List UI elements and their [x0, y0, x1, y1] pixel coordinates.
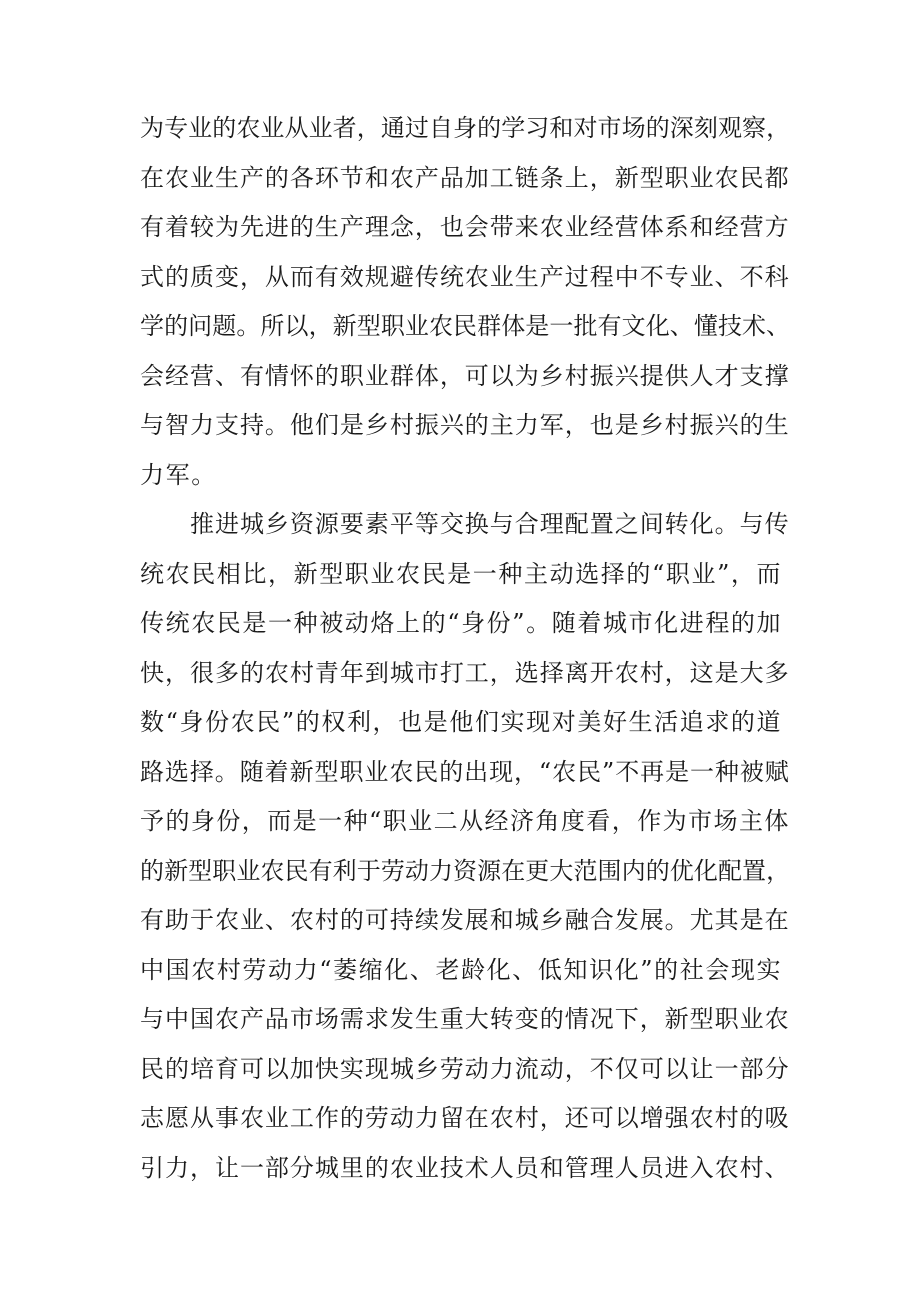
text-line: 有助于农业、农村的可持续发展和城乡融合发展。尤其是在	[140, 906, 790, 934]
text-line: 快，很多的农村青年到城市打工，选择离开农村，这是大多	[140, 658, 790, 687]
text-line: 力军。	[140, 460, 217, 489]
text-line: 统农民相比，新型职业农民是一种主动选择的“职业”，而	[140, 559, 783, 588]
document-body	[140, 104, 790, 1193]
text-line: 有着较为先进的生产理念，也会带来农业经营体系和经营方	[140, 213, 790, 241]
text-line: 与中国农产品市场需求发生重大转变的情况下，新型职业农	[140, 1005, 790, 1033]
text-line: 学的问题。所以，新型职业农民群体是一批有文化、懂技术、	[140, 312, 791, 340]
text-line: 会经营、有情怀的职业群体，可以为乡村振兴提供人才支撑	[140, 361, 790, 390]
text-line: 在农业生产的各环节和农产品加工链条上，新型职业农民都	[140, 163, 790, 192]
text-line: 予的身份，而是一种“职业二从经济角度看，作为市场主体	[140, 807, 790, 835]
text-line: 与智力支持。他们是乡村振兴的主力军，也是乡村振兴的生	[140, 411, 790, 439]
text-line: 民的培育可以加快实现城乡劳动力流动，不仅可以让一部分	[140, 1054, 790, 1083]
text-line: 志愿从事农业工作的劳动力留在农村，还可以增强农村的吸	[140, 1104, 790, 1132]
text-line: 式的质变，从而有效规避传统农业生产过程中不专业、不科	[140, 262, 790, 291]
text-line: 数“身份农民”的权利，也是他们实现对美好生活追求的道	[140, 708, 783, 736]
text-line: 中国农村劳动力“萎缩化、老龄化、低知识化”的社会现实	[140, 955, 783, 984]
text-line: 的新型职业农民有利于劳动力资源在更大范围内的优化配置，	[140, 856, 791, 885]
text-line: 路选择。随着新型职业农民的出现，“农民”不再是一种被赋	[140, 757, 790, 786]
text-line: 传统农民是一种被动烙上的“身份”。随着城市化进程的加	[140, 609, 783, 637]
paragraph-2	[140, 500, 790, 1193]
paragraph-1	[140, 104, 790, 500]
text-line: 引力，让一部分城里的农业技术人员和管理人员进入农村、	[140, 1153, 790, 1182]
text-line: 为专业的农业从业者，通过自身的学习和对市场的深刻观察，	[140, 114, 791, 142]
text-line: 推进城乡资源要素平等交换与合理配置之间转化。与传	[140, 510, 790, 538]
